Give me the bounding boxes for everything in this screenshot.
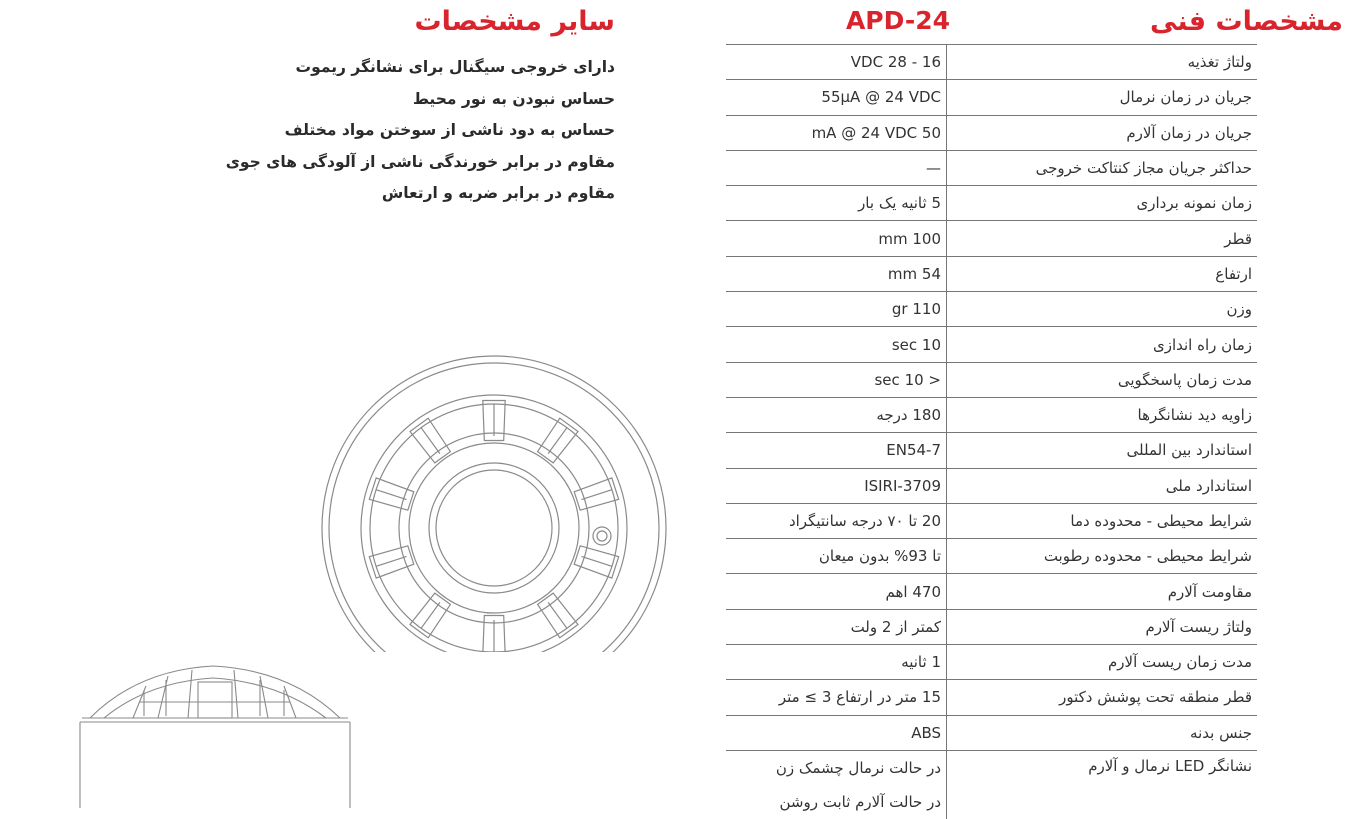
spec-row — [726, 715, 1257, 750]
detector-center-cap — [429, 463, 559, 593]
spec-row — [726, 362, 1257, 397]
spec-label: زاویه دید نشانگرها — [947, 397, 1258, 432]
detector-led-window — [593, 527, 611, 545]
other-specs-title: سایر مشخصات — [414, 6, 615, 37]
spec-value-led-line2: در حالت آلارم ثابت روشن — [779, 792, 941, 811]
spec-value: 1 ثانیه — [726, 645, 947, 680]
spec-value: 16 - 28 VDC — [726, 45, 947, 80]
detector-louver-rib — [582, 556, 612, 566]
spec-label: قطر — [947, 221, 1258, 256]
spec-row — [726, 80, 1257, 115]
spec-label: مقاومت آلارم — [947, 574, 1258, 609]
feature-item: مقاوم در برابر ضربه و ارتعاش — [381, 184, 615, 202]
spec-label: زمان راه اندازی — [947, 327, 1258, 362]
spec-label: جنس بدنه — [947, 715, 1258, 750]
spec-row — [726, 256, 1257, 291]
spec-label: ولتاژ ریست آلارم — [947, 609, 1258, 644]
spec-label: زمان نمونه برداری — [947, 186, 1258, 221]
spec-value: 54 mm — [726, 256, 947, 291]
spec-label: جریان در زمان نرمال — [947, 80, 1258, 115]
spec-label: جریان در زمان آلارم — [947, 115, 1258, 150]
spec-row — [726, 115, 1257, 150]
spec-row — [726, 574, 1257, 609]
spec-value: — — [726, 150, 947, 185]
detector-louver-rib — [376, 490, 406, 500]
spec-value: 110 gr — [726, 292, 947, 327]
spec-value: 20 تا ۷۰ درجه سانتیگراد — [726, 503, 947, 538]
spec-value-led-line1: در حالت نرمال چشمک زن — [775, 758, 941, 777]
spec-label: ولتاژ تغذیه — [947, 45, 1258, 80]
feature-item: حساس نبودن به نور محیط — [412, 89, 615, 108]
detector-louver — [369, 478, 414, 510]
spec-value: EN54-7 — [726, 433, 947, 468]
spec-row — [726, 645, 1257, 680]
spec-value: 50 mA @ 24 VDC — [726, 115, 947, 150]
spec-label: قطر منطقه تحت پوشش دکتور — [947, 680, 1258, 715]
spec-label: شرایط محیطی - محدوده دما — [947, 503, 1258, 538]
spec-value: 55μA @ 24 VDC — [726, 80, 947, 115]
detector-louver — [369, 546, 414, 578]
spec-table-body — [726, 45, 1257, 751]
features-list — [226, 52, 615, 210]
spec-label: وزن — [947, 292, 1258, 327]
spec-value: ISIRI-3709 — [726, 468, 947, 503]
spec-label: ارتفاع — [947, 256, 1258, 291]
spec-row — [726, 150, 1257, 185]
spec-row — [726, 45, 1257, 80]
spec-label: استاندارد بین المللی — [947, 433, 1258, 468]
detector-top-view-illustration — [318, 352, 670, 652]
detector-louver-rib — [376, 556, 406, 566]
spec-row — [726, 186, 1257, 221]
detector-side-view-illustration — [78, 660, 353, 810]
detector-louver-rib — [582, 490, 612, 500]
technical-specs-title: مشخصات فنی — [1150, 6, 1343, 37]
spec-value: تا 93% بدون میعان — [726, 539, 947, 574]
spec-row — [726, 468, 1257, 503]
spec-row — [726, 680, 1257, 715]
spec-row — [726, 221, 1257, 256]
spec-value: 470 اهم — [726, 574, 947, 609]
spec-value: ABS — [726, 715, 947, 750]
spec-value: 10 sec — [726, 327, 947, 362]
spec-row — [726, 609, 1257, 644]
feature-item: حساس به دود ناشی از سوختن مواد مختلف — [284, 121, 615, 139]
spec-row — [726, 397, 1257, 432]
spec-label: حداکثر جریان مجاز کنتاکت خروجی — [947, 150, 1258, 185]
spec-row — [726, 433, 1257, 468]
spec-table — [726, 44, 1257, 819]
feature-item: دارای خروجی سیگنال برای نشانگر ریموت — [295, 58, 615, 76]
spec-row — [726, 292, 1257, 327]
spec-value: < 10 sec — [726, 362, 947, 397]
detector-louver — [574, 546, 619, 578]
spec-value: 100 mm — [726, 221, 947, 256]
spec-label-led: نشانگر LED نرمال و آلارم — [947, 750, 1258, 819]
spec-value: 5 ثانیه یک بار — [726, 186, 947, 221]
spec-row — [726, 503, 1257, 538]
spec-value: 180 درجه — [726, 397, 947, 432]
detector-louver — [574, 478, 619, 510]
spec-row — [726, 327, 1257, 362]
spec-label: استاندارد ملی — [947, 468, 1258, 503]
spec-value: 15 متر در ارتفاع 3 ≥ متر — [726, 680, 947, 715]
spec-label: مدت زمان ریست آلارم — [947, 645, 1258, 680]
spec-row — [726, 539, 1257, 574]
spec-label: شرایط محیطی - محدوده رطوبت — [947, 539, 1258, 574]
model-title: APD-24 — [845, 6, 950, 35]
feature-item: مقاوم در برابر خورندگی ناشی از آلودگی های جوی — [225, 152, 615, 171]
spec-label: مدت زمان پاسخگویی — [947, 362, 1258, 397]
spec-value: کمتر از 2 ولت — [726, 609, 947, 644]
detector-louvers — [369, 401, 618, 653]
